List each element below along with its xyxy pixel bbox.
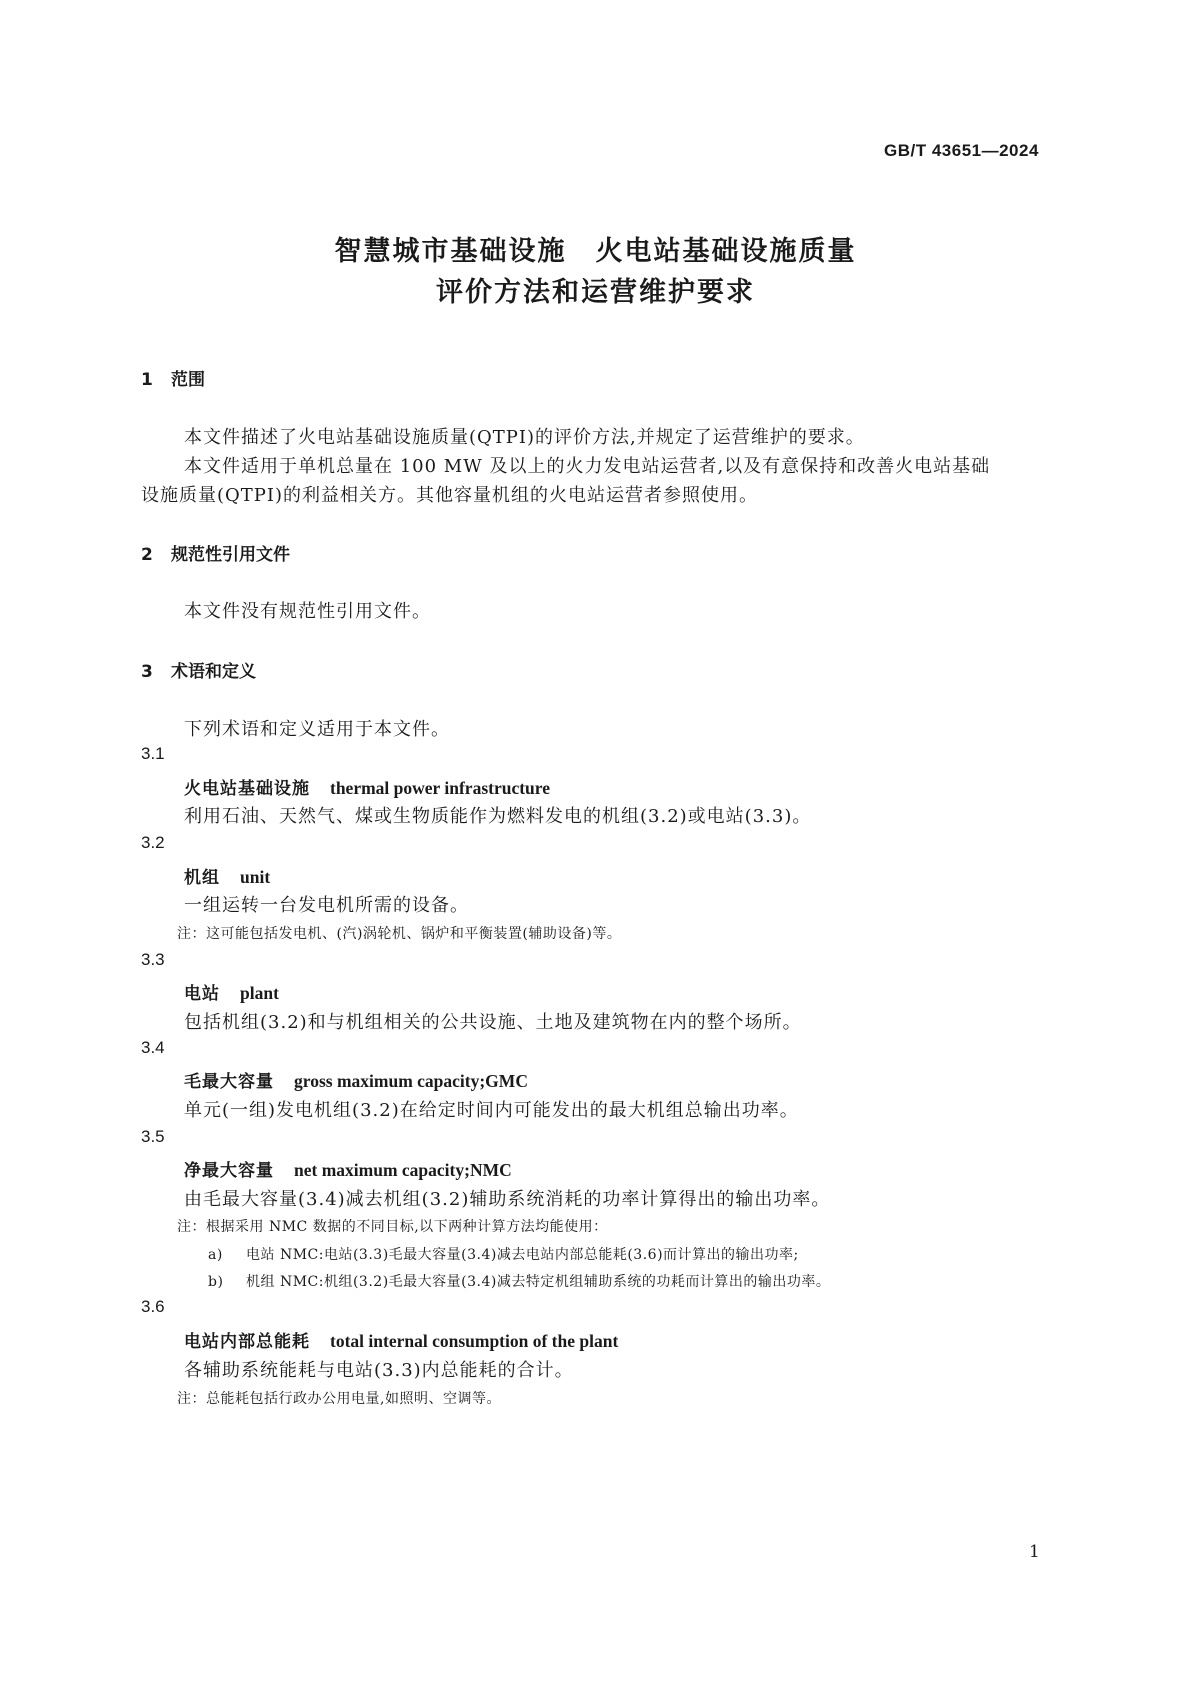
term-entry — [184, 774, 550, 799]
term-definition: 各辅助系统能耗与电站(3.3)内总能耗的合计。 — [184, 1360, 574, 1381]
term-zh: 机组 — [184, 868, 220, 888]
term-note: 注：总能耗包括行政办公用电量,如照明、空调等。 — [177, 1391, 501, 1407]
term-zh: 毛最大容量 — [184, 1072, 274, 1092]
term-entry — [184, 1156, 512, 1181]
term-entry — [184, 1327, 618, 1352]
document-title-line1: 智慧城市基础设施 火电站基础设施质量 — [334, 236, 857, 267]
term-note: 注：根据采用 NMC 数据的不同目标,以下两种计算方法均能使用： — [177, 1219, 608, 1235]
note-list-item — [208, 1271, 830, 1291]
section-title: 规范性引用文件 — [171, 545, 290, 565]
term-definition: 一组运转一台发电机所需的设备。 — [184, 895, 469, 916]
section-number: 2 — [141, 545, 153, 565]
clause-number: 3.6 — [141, 1297, 165, 1316]
scope-paragraph-2-cont: 设施质量(QTPI)的利益相关方。其他容量机组的火电站运营者参照使用。 — [141, 485, 759, 506]
section-number: 1 — [141, 370, 153, 390]
list-text: 电站 NMC:电站(3.3)毛最大容量(3.4)减去电站内部总能耗(3.6)而计算出的输出功率; — [246, 1247, 799, 1263]
term-entry — [184, 1067, 528, 1092]
normative-refs-paragraph: 本文件没有规范性引用文件。 — [184, 601, 431, 622]
document-title-line2: 评价方法和运营维护要求 — [436, 277, 755, 308]
clause-number: 3.4 — [141, 1038, 165, 1057]
term-zh: 电站内部总能耗 — [184, 1332, 310, 1352]
list-label: a) — [208, 1247, 223, 1263]
term-definition: 由毛最大容量(3.4)减去机组(3.2)辅助系统消耗的功率计算得出的输出功率。 — [184, 1189, 831, 1210]
note-list-item — [208, 1244, 799, 1264]
term-en: plant — [240, 983, 279, 1003]
term-note: 注：这可能包括发电机、(汽)涡轮机、锅炉和平衡装置(辅助设备)等。 — [177, 926, 622, 942]
page-number: 1 — [1029, 1542, 1040, 1562]
term-en: total internal consumption of the plant — [330, 1331, 619, 1351]
clause-number: 3.2 — [141, 833, 165, 852]
term-definition: 利用石油、天然气、煤或生物质能作为燃料发电的机组(3.2)或电站(3.3)。 — [184, 806, 812, 827]
term-en: net maximum capacity;NMC — [294, 1160, 512, 1180]
section-heading-normative-refs — [141, 540, 290, 565]
term-en: thermal power infrastructure — [330, 778, 550, 798]
term-zh: 净最大容量 — [184, 1161, 274, 1181]
term-definition: 包括机组(3.2)和与机组相关的公共设施、土地及建筑物在内的整个场所。 — [184, 1012, 802, 1033]
scope-paragraph-1: 本文件描述了火电站基础设施质量(QTPI)的评价方法,并规定了运营维护的要求。 — [184, 427, 865, 448]
terms-intro: 下列术语和定义适用于本文件。 — [184, 719, 450, 740]
list-label: b) — [208, 1274, 224, 1290]
term-zh: 电站 — [184, 984, 220, 1004]
standard-number: GB/T 43651—2024 — [884, 141, 1039, 160]
section-heading-scope — [141, 365, 205, 390]
section-number: 3 — [141, 662, 153, 682]
clause-number: 3.5 — [141, 1127, 165, 1146]
term-definition: 单元(一组)发电机组(3.2)在给定时间内可能发出的最大机组总输出功率。 — [184, 1100, 799, 1121]
list-text: 机组 NMC:机组(3.2)毛最大容量(3.4)减去特定机组辅助系统的功耗而计算出的输出功率。 — [246, 1274, 831, 1290]
scope-paragraph-2: 本文件适用于单机总量在 100 MW 及以上的火力发电站运营者,以及有意保持和改善火电站基础 — [184, 456, 991, 477]
section-heading-terms — [141, 657, 256, 682]
section-title: 范围 — [171, 370, 205, 390]
term-entry — [184, 863, 270, 888]
term-en: unit — [240, 867, 271, 887]
term-zh: 火电站基础设施 — [184, 779, 310, 799]
term-en: gross maximum capacity;GMC — [294, 1071, 528, 1091]
clause-number: 3.3 — [141, 950, 165, 969]
term-entry — [184, 979, 279, 1004]
section-title: 术语和定义 — [171, 662, 256, 682]
clause-number: 3.1 — [141, 744, 165, 763]
